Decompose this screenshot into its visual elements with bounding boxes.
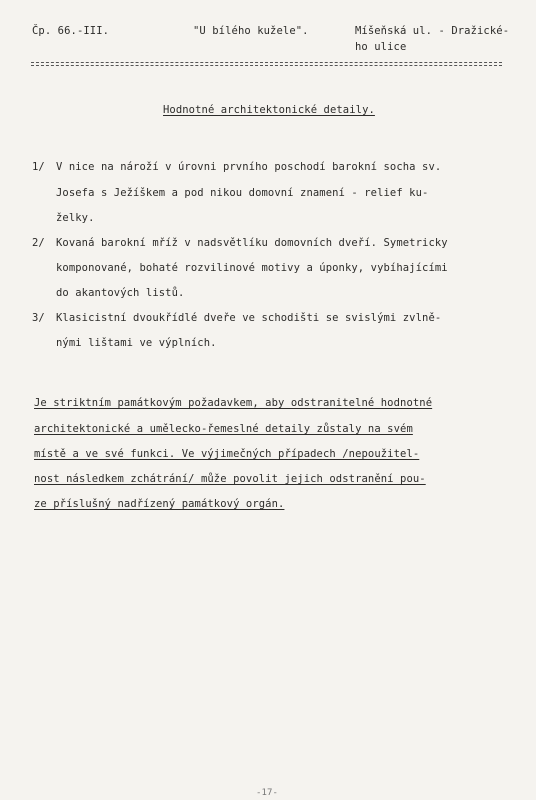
requirement-line: architektonické a umělecko-řemeslné detaily zůstaly na svém — [34, 423, 413, 435]
item-text-line: želky. — [56, 212, 95, 224]
item-text-line: V nice na nároží v úrovni prvního poschodí barokní socha sv. — [56, 161, 442, 173]
street-line-1: Míšeňská ul. - Dražické- — [355, 25, 510, 37]
header-divider — [31, 62, 502, 63]
item-text-line: nými lištami ve výplních. — [56, 337, 217, 349]
requirement-line: nost následkem zchátrání/ může povolit jejich odstranění pou- — [34, 473, 426, 485]
page-mark: -17- — [256, 788, 279, 798]
item-number: 3/ — [32, 312, 45, 324]
header-divider-double — [31, 65, 502, 66]
house-number: Čp. 66.-III. — [32, 25, 110, 37]
item-number: 1/ — [32, 161, 45, 173]
item-text-line: Josefa s Ježíškem a pod nikou domovní znamení - relief ku- — [56, 187, 429, 199]
section-title: Hodnotné architektonické detaily. — [163, 104, 375, 116]
requirement-line: Je striktním památkovým požadavkem, aby odstranitelné hodnotné — [34, 397, 433, 409]
item-text-line: Klasicistní dvoukřídlé dveře ve schodišti se svislými zvlně- — [56, 312, 442, 324]
item-number: 2/ — [32, 237, 45, 249]
item-text-line: Kovaná barokní mříž v nadsvětlíku domovních dveří. Symetricky — [56, 237, 448, 249]
item-text-line: komponované, bohaté rozvilinové motivy a úponky, vybíhajícími — [56, 262, 448, 274]
house-name: "U bílého kužele". — [193, 25, 309, 37]
street-line-2: ho ulice — [355, 41, 407, 53]
requirement-line: ze příslušný nadřízený památkový orgán. — [34, 498, 285, 510]
item-text-line: do akantových listů. — [56, 287, 185, 299]
requirement-line: místě a ve své funkci. Ve výjimečných případech /nepoužitel- — [34, 448, 420, 460]
